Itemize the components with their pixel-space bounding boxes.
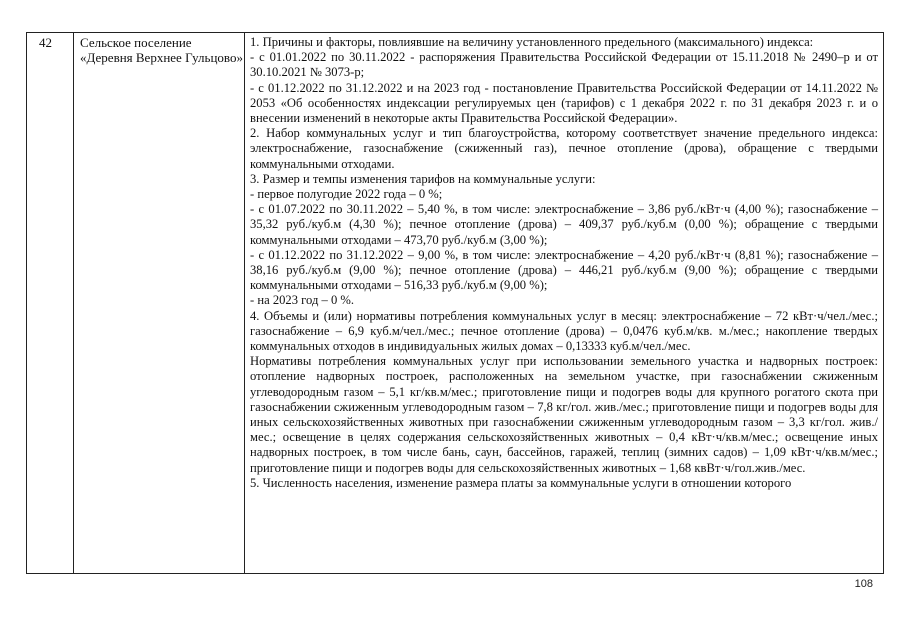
paragraph: 1. Причины и факторы, повлиявшие на величину установленного предельного (максимального) индекса: bbox=[250, 35, 814, 49]
settlement-cell bbox=[74, 33, 245, 574]
paragraph: 4. Объемы и (или) нормативы потребления коммунальных услуг в месяц: электроснабжение – 72 кВт·ч/чел./мес.; газоснабжение – 6,9 куб.м/чел./мес.; печное отопление (дрова) – 0,0476 куб.м/кв. м./мес.; накопление твердых коммунальных отходов в индивидуальных жилых домах – 0,13333 куб.м/чел./мес. bbox=[250, 308, 878, 354]
paragraph: - на 2023 год – 0 %. bbox=[250, 293, 355, 308]
paragraph: 3. Размер и темпы изменения тарифов на коммунальные услуги: bbox=[250, 171, 596, 186]
paragraph: - с 01.07.2022 по 30.11.2022 – 5,40 %, в том числе: электроснабжение – 3,86 руб./кВт·ч (4,00 %); газоснабжение – 35,32 руб./куб.м (4,30 %); печное отопление (дрова) – 409,37 руб./куб.м (0,00 %); обращение с твердыми коммунальными отходами – 473,70 руб./куб.м (3,00 %); bbox=[250, 202, 878, 247]
document-table bbox=[26, 32, 884, 574]
paragraph: - с 01.12.2022 по 31.12.2022 – 9,00 %, в том числе: электроснабжение – 4,20 руб./кВт·ч (8,81 %); газоснабжение – 38,16 руб./куб.м (9,00 %); печное отопление (дрова) – 446,21 руб./куб.м (9,00 %); обращение с твердыми коммунальными отходами – 516,33 руб./куб.м (9,00 %); bbox=[250, 247, 878, 293]
paragraph: 5. Численность населения, изменение размера платы за коммунальные услуги в отношении которого bbox=[250, 475, 792, 490]
paragraph: - с 01.01.2022 по 30.11.2022 - распоряжения Правительства Российской Федерации от 15.11.2018 № 2490–р и от 30.10.2021 № 3073-р; bbox=[250, 50, 878, 80]
settlement-name: Сельское поселение «Деревня Верхнее Гульцово» bbox=[80, 35, 243, 66]
paragraph: - первое полугодие 2022 года – 0 %; bbox=[250, 187, 443, 202]
row-number-cell bbox=[27, 33, 74, 574]
description-body bbox=[245, 33, 883, 573]
row-number: 42 bbox=[39, 35, 52, 50]
description-cell bbox=[245, 33, 884, 574]
paragraph: - с 01.12.2022 по 31.12.2022 и на 2023 год - постановление Правительства Российской Федерации от 14.11.2022 № 2053 «Об особенностях индексации регулируемых цен (тарифов) с 1 декабря 2022 г. по 31 декабря 2023 г. и о внесении изменений в некоторые акты Правительства Российской Федерации». bbox=[250, 80, 878, 126]
page-number: 108 bbox=[854, 578, 873, 590]
table-row bbox=[27, 33, 884, 574]
paragraph: 2. Набор коммунальных услуг и тип благоустройства, которому соответствует значение предельного индекса: электроснабжение, газоснабжение (сжиженный газ), печное отопление (дрова), обращение с твердыми коммунальными отходами. bbox=[250, 126, 878, 171]
paragraph: Нормативы потребления коммунальных услуг при использовании земельного участка и надворных построек: отопление надворных построек, расположенных на земельном участке, при газоснабжении сжиженным углеводородным газом – 5,1 кг/кв.м/мес.; приготовление пищи и подогрев воды для крупного рогатого скота при газоснабжении сжиженным углеводородным газом – 7,8 кг/гол. жив./мес.; приготовление пищи и подогрев воды для иных сельскохозяйственных животных при газоснабжении сжиженным углеводородным газом – 3,3 кг/гол. жив./мес.; освещение в целях содержания сельскохозяйственных животных – 0,4 кВт·ч/кв.м/мес.; освещение иных надворных построек, в том числе бань, саун, бассейнов, гаражей, теплиц (зимних садов) – 1,09 кВт·ч/кв.м/мес.; приготовление пищи и подогрев воды для сельскохозяйственных животных – 1,68 квВт·ч/гол.жив./мес. bbox=[250, 354, 878, 475]
